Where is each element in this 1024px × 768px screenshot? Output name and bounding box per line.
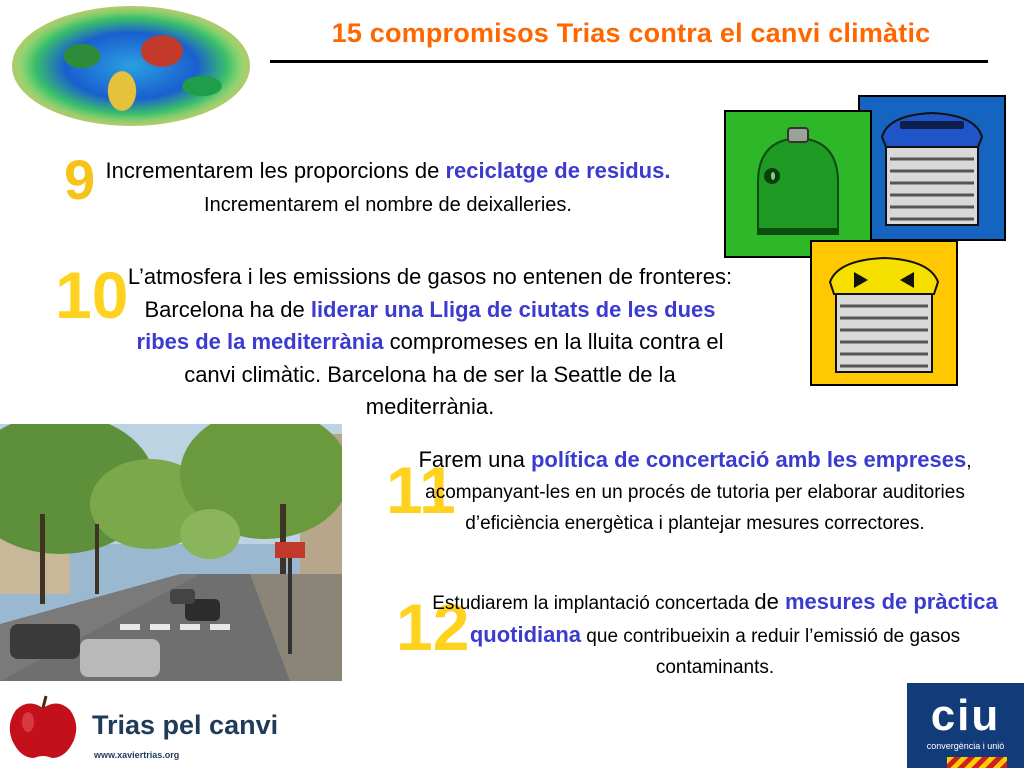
street-photo	[0, 424, 342, 681]
trias-url: www.xaviertrias.org	[94, 750, 180, 760]
blue-paper-bin-icon	[858, 95, 1006, 241]
item-12-text-intro: Estudiarem la implantació concertada	[432, 593, 755, 614]
page-title: 15 compromisos Trias contra el canvi climàtic	[331, 18, 931, 48]
title-divider	[270, 60, 988, 63]
apple-icon	[6, 692, 80, 762]
item-12-highlight: mesures de pràctica quotidiana	[469, 589, 998, 647]
yellow-packaging-bin-icon	[810, 240, 958, 386]
item-10-text	[120, 261, 740, 424]
ciu-subtitle: convergència i unió	[926, 741, 1005, 751]
ciu-name: ciu	[930, 691, 1001, 740]
item-9-text-rest: Incrementarem el nombre de deixalleries.	[204, 194, 572, 216]
item-9-text	[88, 155, 688, 221]
item-10-highlight: liderar una Lliga de ciutats de les dues ribes de la mediterrània	[136, 296, 716, 354]
item-10-text-intro: L’atmosfera i les emissions de gasos no entenen de fronteres: Barcelona ha de	[127, 264, 733, 322]
item-12-text-de: de	[754, 589, 785, 614]
green-glass-bin-icon	[724, 110, 872, 258]
item-12-text	[428, 586, 1002, 683]
item-12-text-rest: que contribueixin a reduir l’emissió de gasos contaminants.	[581, 626, 961, 678]
item-11-text-rest: , acompanyant-les en un procés de tutoria per elaborar auditories d’eficiència energètica i plantejar mesures correctores.	[425, 451, 972, 534]
ciu-logo	[907, 683, 1024, 768]
item-number-12: 12	[396, 590, 470, 664]
item-11-text	[410, 444, 980, 539]
ciu-flag-stripes	[947, 757, 1007, 768]
item-number-11: 11	[386, 453, 456, 527]
item-9-highlight: reciclatge de residus.	[445, 158, 671, 183]
item-number-9: 9	[64, 148, 96, 211]
item-11-highlight: política de concertació amb les empreses	[530, 447, 967, 472]
trias-logo-text: Trias pel canvi	[92, 710, 279, 740]
item-11-text-intro: Farem una	[418, 447, 531, 472]
globe-image	[12, 6, 250, 126]
item-number-10: 10	[55, 258, 129, 332]
item-9-text-intro: Incrementarem les proporcions de	[105, 158, 446, 183]
item-10-text-rest: compromeses en la lluita contra el canvi climàtic. Barcelona ha de ser la Seattle de la mediterrània.	[184, 329, 724, 419]
